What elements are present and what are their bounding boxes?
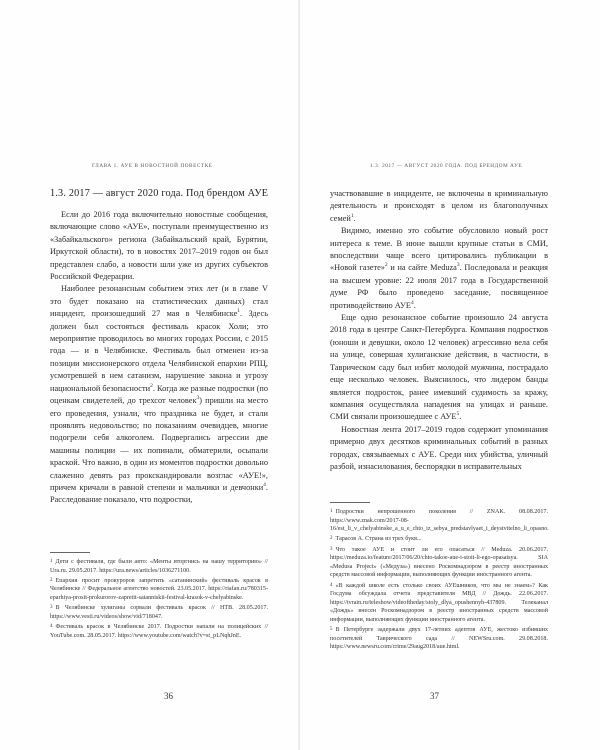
paragraph-text: . — [459, 412, 462, 422]
footnote — [330, 508, 548, 534]
footnote — [330, 626, 548, 652]
footnote-ref[interactable]: 4 — [263, 482, 266, 489]
footnote-number: 3 — [50, 605, 53, 611]
paragraph — [330, 188, 548, 225]
footnote-number: 3 — [330, 546, 333, 552]
body-text — [330, 188, 548, 473]
footnote — [50, 604, 268, 621]
footnotes — [330, 508, 548, 653]
footnote-number: 2 — [50, 577, 53, 583]
paragraph-text: и на сайте Meduza — [387, 263, 457, 273]
paragraph-text: ) пришли на место его проведения, узнали, что праздника не будет, и стали проявлять недовольство; по показаниям очевидцев, многие подогрели себя алкоголем. Подвергались агрессии две машины полиции — их попинали, обматерили, осыпали краской. Что важно, в один из моментов подростки довольно слаженно девять раз прокскандировали возглас «АУЕ!», причем кричали в равной степени и мальчики и девчонки — [50, 396, 269, 492]
paragraph — [50, 283, 268, 506]
footnote-ref[interactable]: 1 — [350, 213, 354, 220]
footnote-text: В Челябинске хулиганы сорвали фестиваль красок // НТВ. 28.05.2017. https://www.vesti.ru/videos/show/vid/718047. — [50, 605, 268, 620]
footnote-text: В Петербурге задержали двух 17-летних адептов АУЕ, жестоко избивших посетителей Таврического сада // NEWSru.com. 29.08.2018. https://www.newsru.com/crime/29aug2018/aue.html. — [330, 627, 548, 651]
footnote-number: 5 — [330, 627, 333, 633]
footnote-text: «В каждой школе есть столько своих АУЕшников, что мы не знаем»? Как Госдума обсуждала отчета представителя МВД // Дождь. 22.06.2017. https://tvrain.ru/teleshow/videoftheday/stoly_dlya_opushennyh-437809. Телеканал «Дождь» внесен Роскомнадзором в реестр иностранных средств массовой информации, выполняющих функции иностранного агента. — [330, 582, 548, 623]
paragraph-text: Если до 2016 года включительно новостные сообщения, включающие слово «АУЕ», поступали преимущественно из «Забайкальского» региона (Забайкальский край, Бурятии, Иркутской области), то в новостях 2017–2019 годов он был представлен слабо, а новости шли уже из других субъектов Российской Федерации. — [50, 210, 268, 282]
paragraph-text: Новостная лента 2017–2019 годов содержит упоминания примерно двух десятков криминальных событий в разных городах, связываемых с АУЕ. Среди них убийства, уличный разбой, изнасилования, беспорядки в исправительных — [330, 424, 548, 471]
paragraph-text: Видимо, именно это событие обусловило новый рост интереса к теме. В июне вышли крупные статьи в СМИ, впоследствии чаще всего цитировались публикации в «Новой газете» — [330, 226, 548, 273]
footnote-ref[interactable]: 4 — [410, 299, 414, 306]
paragraph-text: . Здесь должен был состояться фестиваль красок Холи; это мероприятие проводилось во многих городах России, с 2015 года — и в Челябинске. Фестиваль был отменен из-за позиции миссионерского отдела Челябинской епархии РПЦ, усмотревшей в нем сатанизм, нарушение закона и угрозу национальной безопасности — [50, 309, 268, 393]
footnote-text: Подростки непрошенного поколения // ZNAK. 08.08.2017. https://www.znak.com/2017-08-16/est_li_v_chelyabinske_a_u_e_chto_iz_sebya_predstavlyaet_i_deystvitelno_li_opasno. — [330, 509, 549, 533]
footnote — [330, 546, 548, 580]
paragraph — [330, 225, 548, 312]
running-head: ГЛАВА 1. АУЕ В НОВОСТНОЙ ПОВЕСТКЕ — [92, 163, 213, 169]
paragraph-text: . Последовала и реакция на высшем уровне: 22 июля 2017 года в Государственной думе РФ было проведено заседание, посвященное противодействию АУЕ — [330, 263, 548, 310]
footnote-ref[interactable]: 2 — [384, 262, 388, 269]
page-number: 37 — [430, 691, 439, 701]
paragraph — [50, 209, 268, 283]
paragraph-text: Наиболее резонансным событием этих лет (и в главе V это будет показано на статистических данных) стал инцидент, произошедший 27 мая в Челябинске — [50, 284, 268, 319]
footnote-text: Фестиваль красок в Челябинске 2017. Подростки напали на полицейских // YouTube.com. 28.05.2017. https://www.youtube.com/watch?v=st_pLNqhJnE. — [50, 623, 268, 639]
footnote-rule — [50, 552, 90, 553]
page-number: 36 — [164, 691, 173, 701]
paragraph — [330, 312, 548, 424]
footnote — [330, 582, 548, 625]
paragraph-text: . — [413, 300, 416, 310]
footnote-text: Что такое АУЕ и стоит ли его опасаться // Meduza. 20.06.2017. https://meduza.io/feature/2017/06/20/chto-takoe-aue-i-stoit-li-ego-opasatsya. SIA «Medusa Project» («Медуза») внесено Роскомнадзором в реестр иностранных средств массовой информации, выполняющих функции иностранного агента. — [330, 546, 548, 579]
paragraph — [330, 424, 548, 474]
paragraph-text: . Когда же разные подростки (по оценкам свидетелей, до трехсот человек — [50, 383, 268, 406]
paragraph-text: . Расследование показало, что подростки, — [50, 482, 268, 505]
footnote-ref[interactable]: 3 — [456, 262, 460, 269]
footnote — [330, 535, 548, 544]
paragraph-text: участвовавшие в инциденте, не включены в криминальную деятельность и происходят в целом из благополучных семей — [330, 189, 548, 223]
footnote-ref[interactable]: 2 — [150, 382, 153, 389]
paragraph-text: Еще одно резонансное событие произошло 24 августа 2018 года в центре Санкт-Петербурга. Компания подростков (юноши и девушки, около 12 человек) агрессивно вела себя на улице, совершая хулиганские действия, в частности, в Таврическом саду был избит молодой мужчина, пострадало еще несколько человек. Выяснилось, что лидером банды является подросток, ранее имевший судимость за кражу, компания осуществляла нападения на улицах и раньше. СМИ связали произошедшее с АУЕ — [330, 313, 548, 422]
footnote-ref[interactable]: 3 — [196, 395, 200, 402]
footnote-number: 4 — [50, 623, 53, 629]
footnote-ref[interactable]: 5 — [456, 411, 460, 418]
footnote-rule — [330, 502, 370, 503]
footnote — [50, 623, 268, 640]
footnote-ref[interactable]: 1 — [237, 308, 241, 315]
section-title: 1.3. 2017 — август 2020 года. Под брендом АУЕ — [50, 188, 269, 199]
footnote-number: 4 — [330, 582, 333, 588]
footnote-text: Епархия просит прокуроров запретить «сатанинский» фестиваль красок в Челябинске // Федеральное агентство новостей. 23.05.2017. https://riafan.ru/780315-eparhiya-prosit-prokurorov-zapretit-satanniskii-festival-krasok-v-chelyabinske. — [50, 577, 268, 601]
body-text — [50, 209, 268, 507]
footnote-number: 2 — [330, 536, 333, 542]
paragraph-text: . — [353, 213, 356, 223]
footnote-number: 1 — [50, 559, 53, 564]
footnote-number: 1 — [330, 509, 333, 514]
running-head: 1.3. 2017 — АВГУСТ 2020 ГОДА. ПОД БРЕНДОМ АУЕ — [370, 163, 523, 169]
footnote — [50, 577, 268, 603]
footnotes — [50, 558, 268, 642]
footnote — [50, 558, 268, 575]
footnote-text: Дети с фестиваля, где были авто: «Менты вторгнись на нашу территорию» // Ura.ru. 29.05.2017. https://ura.news/articles/1036271100. — [50, 559, 268, 574]
right-page — [300, 0, 600, 750]
footnote-text: Тарасов А. Страна из трех букв... — [335, 536, 422, 543]
